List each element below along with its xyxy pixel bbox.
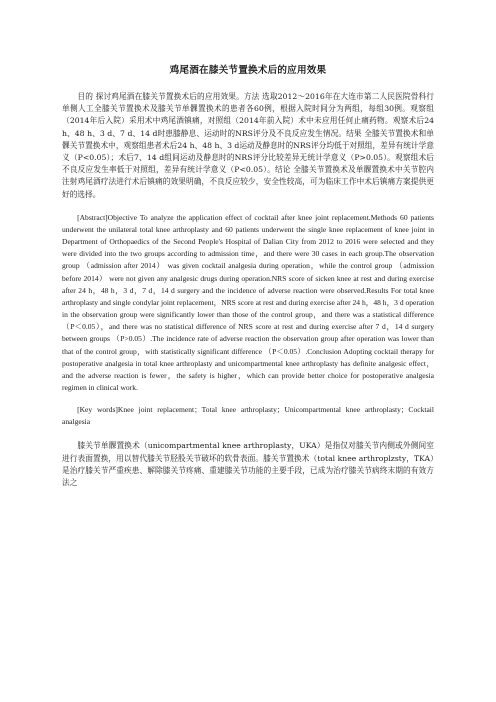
paper-title: 鸡尾酒在膝关节置换术后的应用效果: [169, 65, 327, 76]
body-paragraph: 膝关节单髁置换术（unicompartmental knee arthroplasty，UKA）是指仅对膝关节内侧或外侧间室进行表面置换，用以替代膝关节胫股关节破坏的软骨表面。膝关节置换术（total knee arthroplzsty，TKA）是治疗膝关节严重疾患、解除膝关节疼痛、重建膝关节功能的主要手段，已成为治疗膝关节病终末期的有效方法之: [62, 441, 434, 488]
english-keywords: [Key words]Knee joint replacement；Total knee arthroplasty；Unicompartmental knee arthroplasty；Cocktail analgesia: [62, 405, 434, 427]
english-abstract: [Abstract]Objective To analyze the application effect of cocktail after knee joint replacement.Methods 60 patients underwent the unilateral total knee arthroplasty and 60 patients underwent the single knee replacement of knee joint in Department of Orthopaedics of the Second People's Hospital of Dalian City from 2012 to 2016 were selected and they were divided into the two groups according to admission time，and there were 30 cases in each group.The observation group （admission after 2014） was given cocktail analgesia during operation，while the control group （admission before 2014） were not given any analgesic drugs during operation.NRS score of sicken knee at rest and during exercise after 24 h，48 h，3 d，7 d，14 d surgery and the incidence of adverse reaction were observed.Results For total knee arthroplasty and single condylar joint replacement，NRS score at rest and during exercise after 24 h，48 h，3 d operation in the observation group were significantly lower than those of the control group，and there was a statistical difference （P＜0.05），and there was no statistical difference of NRS score at rest and during exercise after 7 d，14 d surgery between groups （P>0.05）.The incidence rate of adverse reaction the observation group after operation was lower than that of the control group，with statistically significant difference （P＜0.05）.Conclusion Adopting cocktail therapy for postoperative analgesia in total knee arthroplasty and unicompartmental knee arthroplasty has definite analgesic effect，and the adverse reaction is fewer，the safety is higher，which can provide better choice for postoperative analgesia regimen in clinical work.: [62, 212, 434, 393]
chinese-abstract: 目的 探讨鸡尾酒在膝关节置换术后的应用效果。方法 选取2012～2016年在大连市第二人民医院骨科行单侧人工全膝关节置换术及膝关节单髁置换术的患者各60例，根据入院时间分为两组，每组30例。观察组（2014年后入院）采用术中鸡尾酒镇痛，对照组（2014年前入院）术中未应用任何止痛药物。观察术后24 h、48 h、3 d、7 d、14 d时患膝静息、运动时的NRS评分及不良反应发生情况。结果 全膝关节置换术和单髁关节置换术中，观察组患者术后24 h、48 h、3 d运动及静息时的NRS评分均低于对照组，差异有统计学意义（P<0.05）；术后7、14 d组间运动及静息时的NRS评分比较差异无统计学意义（P>0.05）。观察组术后不良反应发生率低于对照组，差异有统计学意义（P<0.05）。结论 全膝关节置换术及单髁置换术中关节腔内注射鸡尾酒疗法进行术后镇痛的效果明确，不良反应较少，安全性较高，可为临床工作中术后镇痛方案提供更好的选择。: [62, 92, 434, 199]
